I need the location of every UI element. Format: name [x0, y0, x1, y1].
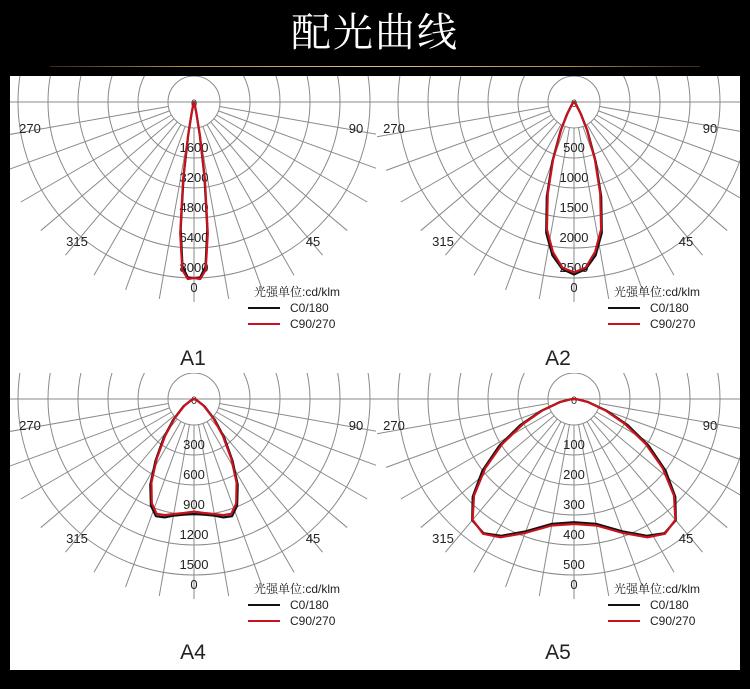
radial-tick-label: 8000: [179, 260, 209, 275]
angle-label-90: 90: [348, 121, 364, 136]
unit-label: 光强单位:cd/klm: [614, 582, 701, 596]
grid-spoke: [10, 408, 170, 468]
grid-spoke: [445, 419, 557, 552]
polar-chart-a4: [10, 373, 376, 638]
grid-spoke: [10, 111, 170, 171]
legend-label: C0/180: [290, 598, 329, 612]
grid-spoke: [506, 423, 566, 587]
angle-label-45: 45: [305, 234, 321, 249]
angle-label-270: 270: [383, 418, 405, 433]
legend-label: C0/180: [650, 301, 689, 315]
angle-label-90: 90: [702, 121, 718, 136]
header: [0, 0, 750, 66]
radial-tick-label: 2500: [559, 260, 589, 275]
grid-spoke: [126, 126, 186, 290]
angle-label-315: 315: [66, 531, 88, 546]
radial-tick-label: 300: [563, 497, 585, 512]
radial-tick-label: 500: [563, 140, 585, 155]
angle-label-0: 0: [190, 280, 198, 295]
unit-label: 光强单位:cd/klm: [254, 582, 341, 596]
radial-tick-label: 1200: [179, 527, 209, 542]
angle-label-90: 90: [702, 418, 718, 433]
radial-tick-label: 2000: [559, 230, 589, 245]
angle-label-45: 45: [678, 531, 694, 546]
chart-panel-a2: [376, 76, 740, 373]
grid-spoke: [421, 416, 554, 528]
chart-caption-a5: A5: [545, 641, 571, 664]
angle-label-0: 0: [570, 577, 578, 592]
radial-tick-label: 1500: [559, 200, 589, 215]
legend-label: C0/180: [650, 598, 689, 612]
angle-label-270: 270: [383, 121, 405, 136]
grid-spoke: [583, 423, 643, 587]
grid-spoke: [421, 119, 554, 231]
radial-tick-label: 200: [563, 467, 585, 482]
legend-label: C90/270: [290, 317, 336, 331]
angle-label-90: 90: [348, 418, 364, 433]
angle-label-45: 45: [305, 531, 321, 546]
chart-panel-a5: [376, 373, 740, 670]
grid-spoke: [386, 111, 550, 171]
legend-label: C90/270: [650, 317, 696, 331]
chart-caption-a1: A1: [180, 347, 206, 370]
grid-spoke: [41, 119, 174, 231]
chart-caption-a4: A4: [180, 641, 206, 664]
angle-label-0: 0: [570, 280, 578, 295]
grid-spoke: [386, 408, 550, 468]
gold-divider: [50, 66, 700, 67]
unit-label: 光强单位:cd/klm: [254, 285, 341, 299]
radial-tick-label: 1000: [559, 170, 589, 185]
grid-spoke: [597, 412, 740, 499]
chart-panel-a4: [10, 373, 376, 670]
legend-label: C0/180: [290, 301, 329, 315]
center-label: 0: [190, 98, 198, 110]
angle-label-270: 270: [19, 418, 41, 433]
radial-tick-label: 1600: [179, 140, 209, 155]
radial-tick-label: 400: [563, 527, 585, 542]
grid-spoke: [126, 423, 186, 587]
polar-chart-a1: [10, 76, 376, 341]
grid-spoke: [214, 119, 347, 231]
angle-label-270: 270: [19, 121, 41, 136]
angle-label-315: 315: [66, 234, 88, 249]
polar-chart-a2: [376, 76, 740, 341]
radial-tick-label: 600: [183, 467, 205, 482]
center-label: 0: [570, 98, 578, 110]
radial-tick-label: 6400: [179, 230, 209, 245]
grid-spoke: [203, 126, 263, 290]
center-label: 0: [570, 395, 578, 407]
polar-grid: [376, 373, 740, 599]
polar-chart-a5: [376, 373, 740, 638]
radial-tick-label: 1500: [179, 557, 209, 572]
radial-tick-label: 100: [563, 437, 585, 452]
grid-spoke: [203, 423, 263, 587]
radial-tick-label: 3200: [179, 170, 209, 185]
polar-grid: [376, 76, 740, 302]
legend-label: C90/270: [650, 614, 696, 628]
angle-label-315: 315: [432, 531, 454, 546]
page-title: 配光曲线: [291, 10, 459, 56]
angle-label-45: 45: [678, 234, 694, 249]
chart-caption-a2: A2: [545, 347, 571, 370]
chart-panel-a1: [10, 76, 376, 373]
angle-label-0: 0: [190, 577, 198, 592]
grid-spoke: [445, 122, 557, 255]
legend-label: C90/270: [290, 614, 336, 628]
radial-tick-label: 4800: [179, 200, 209, 215]
radial-tick-label: 300: [183, 437, 205, 452]
radial-tick-label: 900: [183, 497, 205, 512]
center-label: 0: [190, 395, 198, 407]
angle-label-315: 315: [432, 234, 454, 249]
radial-tick-label: 500: [563, 557, 585, 572]
grid-spoke: [597, 115, 740, 202]
panel-area: [10, 76, 740, 670]
unit-label: 光强单位:cd/klm: [614, 285, 701, 299]
